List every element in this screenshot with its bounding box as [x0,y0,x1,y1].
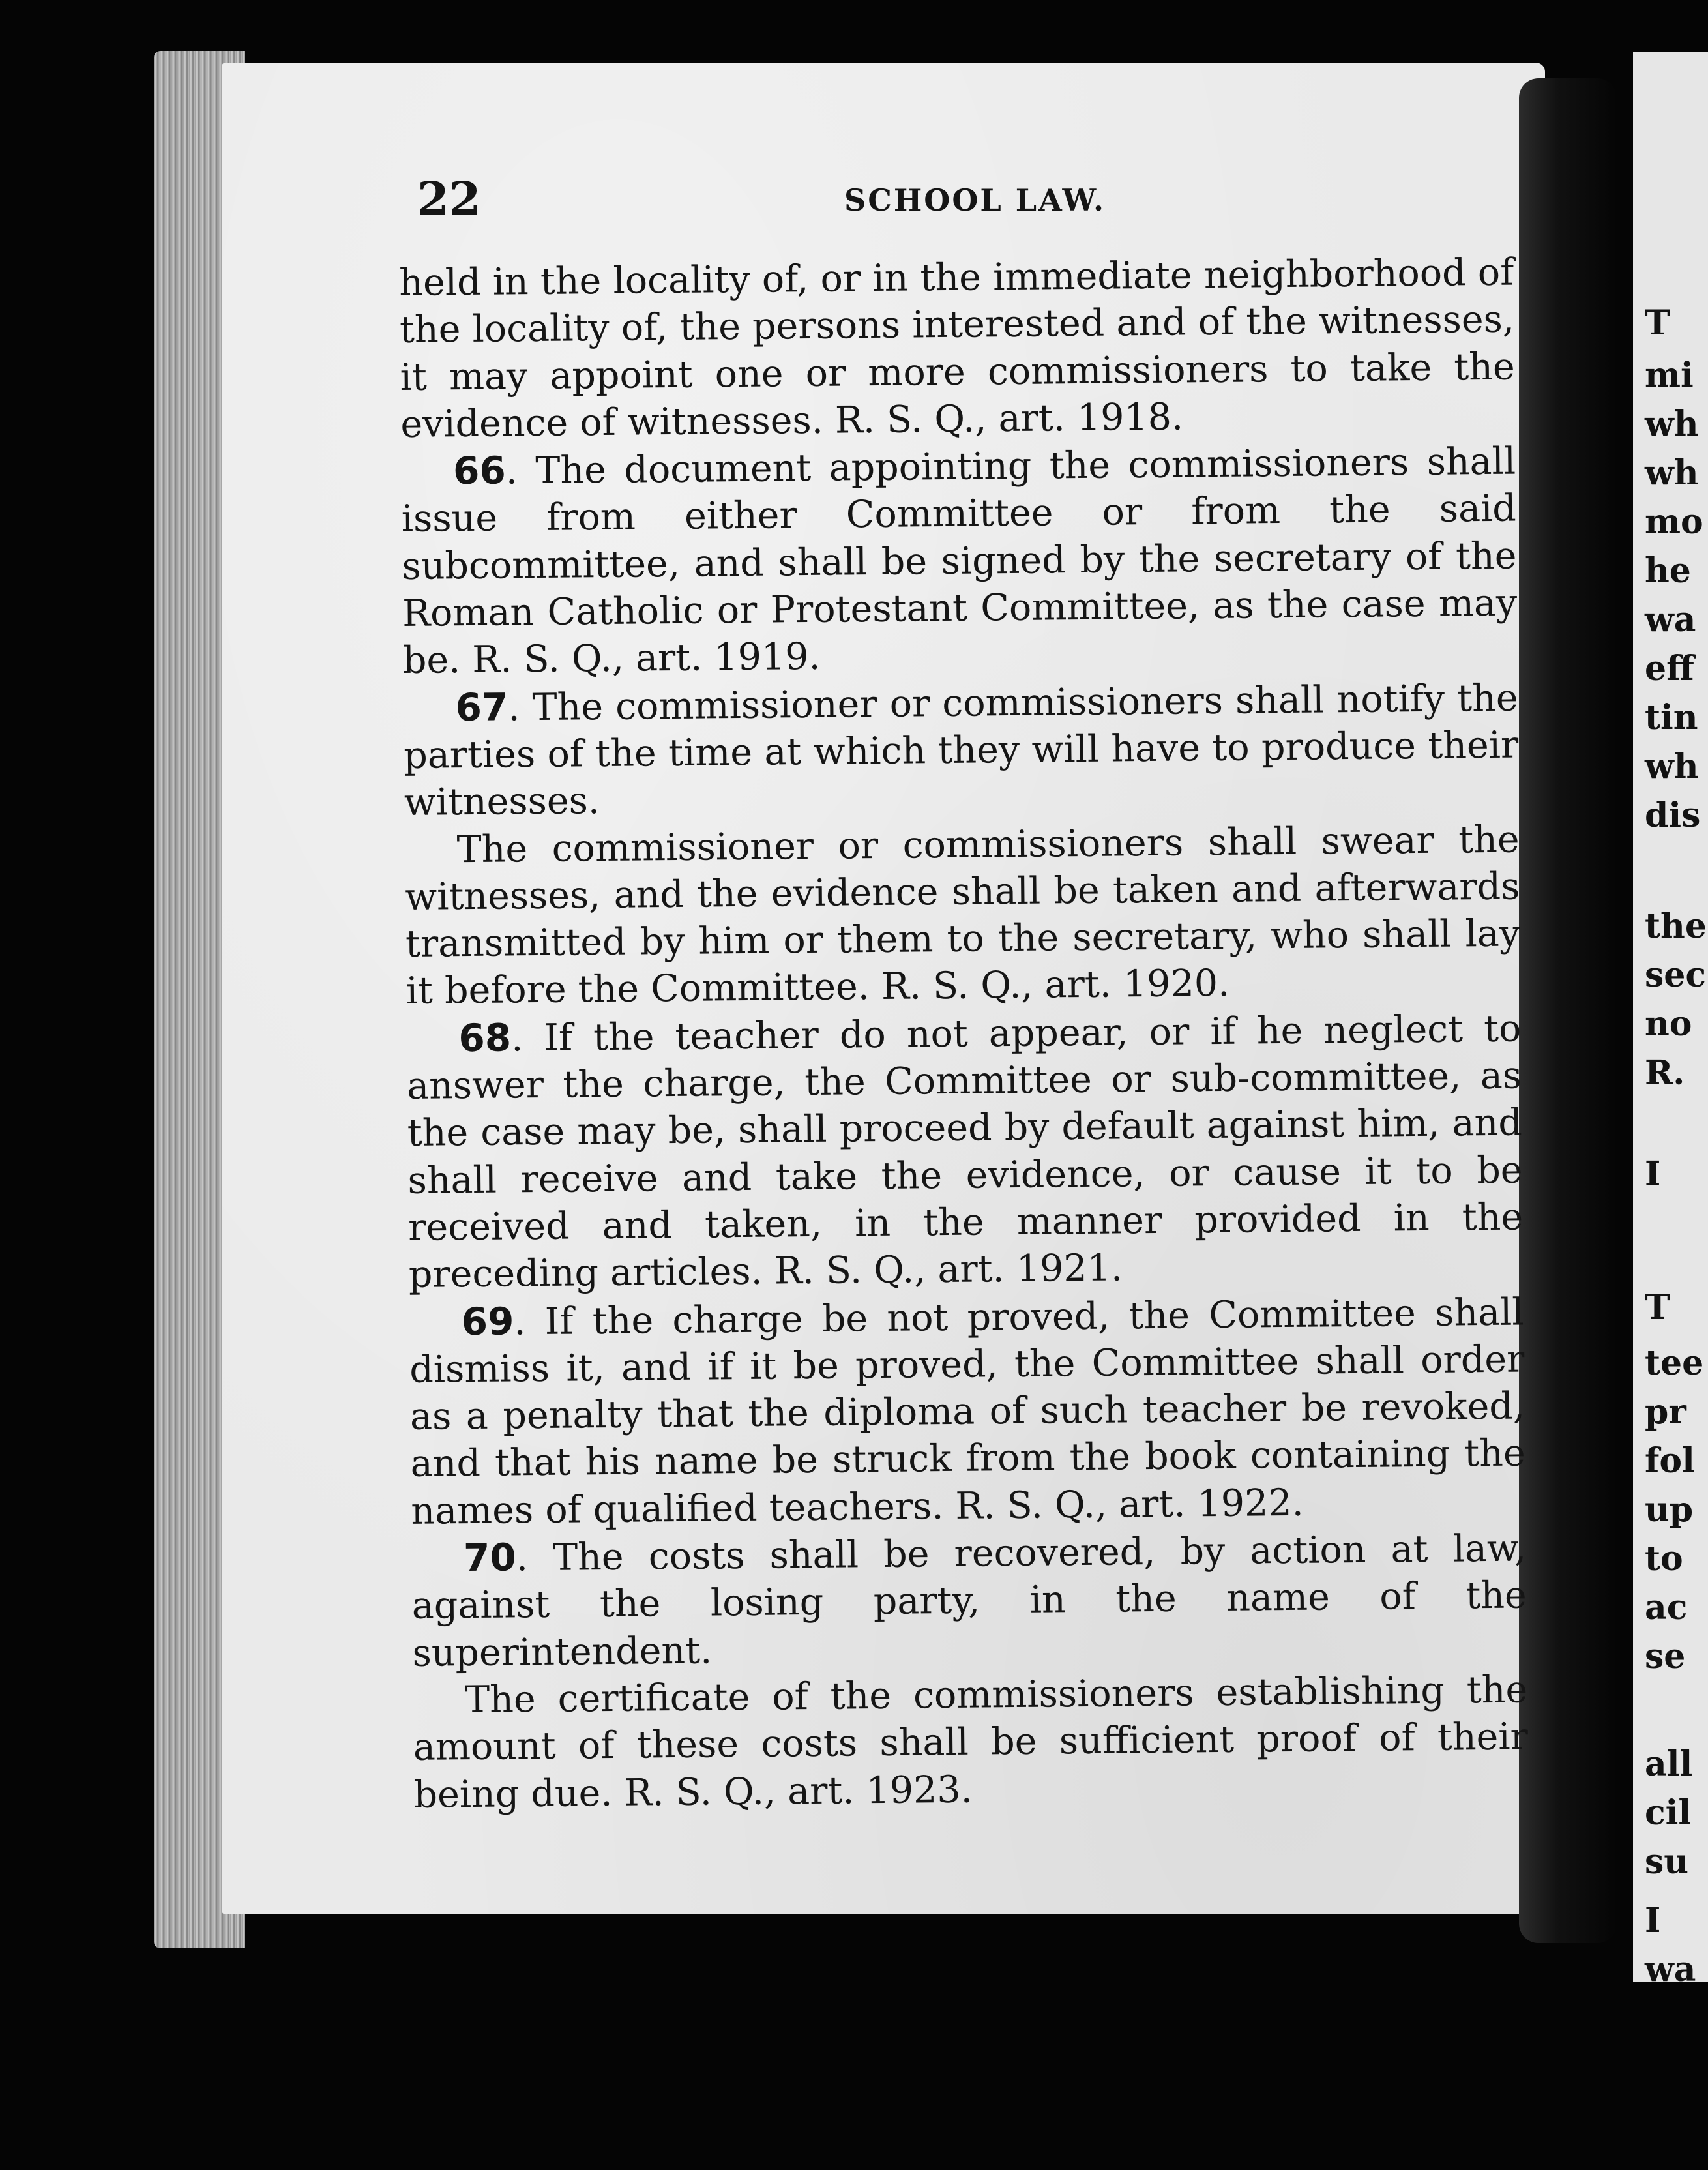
facing-page-fragment: wh [1645,747,1699,786]
facing-page-fragment: eff [1645,649,1694,689]
statute-reference: R. S. Q., art. 1919. [472,635,821,682]
facing-page-fragment: wh [1645,404,1699,444]
article-67: 67. The commissioner or commissioners shall notify the parties of the time at which they will have to produce their witnesses. [403,676,1519,825]
statute-reference: R. S. Q., art. 1923. [624,1768,973,1815]
facing-page-fragment: R. [1645,1053,1685,1093]
article-number: 70 [463,1535,517,1581]
facing-page-fragment: I [1645,1154,1661,1194]
article-number: 69 [461,1298,514,1344]
facing-page-fragment: sec [1645,955,1707,995]
facing-page-fragment: the [1645,906,1707,946]
facing-page-fragment: to [1645,1539,1683,1579]
paragraph-text: If the charge be not proved, the Committee shall dismiss it, and if it be proved, the Committee shall order as a penalty that the diploma of such teacher be revoked, and that his name be struck from the book containing the names of qualified teachers. [409,1290,1525,1533]
facing-page-fragment: mo [1645,502,1703,542]
statute-reference: R. S. Q., art. 1921. [774,1246,1123,1293]
facing-page-fragment: su [1645,1842,1689,1882]
facing-page-fragment: tee [1645,1343,1704,1383]
body-text [399,249,1529,1819]
page-header [417,171,1552,228]
facing-page-fragment: he [1645,551,1691,591]
paragraph-text: The certificate of the commissioners establishing the amount of these costs shall be sufficient proof of their being due. [413,1668,1529,1817]
paragraph-text: held in the locality of, or in the immediate neighborhood of the locality of, the persons interested and of the witnesses, it may appoint one or more commissioners to take the evidence of witnesses. [399,250,1515,446]
facing-page-fragment: pr [1645,1392,1686,1432]
facing-page-fragment: all [1645,1744,1693,1784]
statute-reference: R. S. Q., art. 1918. [834,395,1184,442]
article-70-second-paragraph [413,1666,1529,1818]
facing-page-fragment: up [1645,1490,1694,1530]
article-number: 66 [452,448,507,494]
facing-page-fragment: fol [1645,1441,1695,1481]
article-69: 69. If the charge be not proved, the Committee shall dismiss it, and if it be proved, the Committee shall order as a penalty that the diploma of such teacher be revoked, and that his name be struck from the book containing the names of qualified teachers. R. S. Q., art. 1922. [409,1290,1525,1533]
article-67-second-paragraph [404,816,1521,1015]
statute-reference: R. S. Q., art. 1922. [955,1481,1304,1528]
facing-page-fragment: mi [1645,355,1694,395]
facing-page-fragment: tin [1645,698,1698,737]
article-number: 67 [455,685,508,730]
facing-page-fragment: wa [1645,600,1696,640]
facing-page-fragment: ac [1645,1588,1688,1628]
facing-page-fragment: T [1645,1288,1670,1328]
facing-page-fragment: wh [1645,453,1699,493]
facing-page-fragment: dis [1645,795,1701,835]
paragraph-text: If the teacher do not appear, or if he neglect to answer the charge, the Committee or sub-committee, as the case may be, shall proceed by default against him, and shall receive and take the evidence, or cause it to be received and taken, in the manner provided in the preceding articles. [406,1007,1524,1297]
article-number: 68 [458,1015,512,1060]
facing-page-fragment: wa [1645,1950,1696,1982]
facing-page-fragment: no [1645,1004,1692,1044]
paragraph-text: The document appointing the commissioners shall issue from either Committee or from the said subcommittee, and shall be signed by the secretary of the Roman Catholic or Protestant Committee, as the case may be. [401,439,1518,683]
article-66: 66. The document appointing the commissioners shall issue from either Committee or from the said subcommittee, and shall be signed by the secretary of the Roman Catholic or Protestant Committee, as the case may be. R. S. Q., art. 1919. [401,439,1518,683]
statute-reference: R. S. Q., art. 1920. [881,962,1230,1009]
facing-page-fragment: se [1645,1637,1686,1676]
facing-page-fragment: T [1645,303,1670,343]
facing-page-fragment: I [1645,1901,1661,1940]
facing-page-fragment: cil [1645,1793,1692,1833]
book-gutter-shadow [1519,78,1617,1943]
paragraph-continuation [399,249,1516,449]
paragraph-text: The costs shall be recovered, by action at law, against the losing party, in the name of the superintendent. [411,1526,1527,1675]
paragraph-text: The commissioner or commissioners shall notify the parties of the time at which they will have to produce their witnesses. [403,676,1519,825]
paragraph-text: The commissioner or commissioners shall swear the witnesses, and the evidence shall be taken and afterwards transmitted by him or them to the secretary, who shall lay it before the Committee. [405,818,1521,1013]
facing-page-cropped [1633,52,1708,1982]
running-title: SCHOOL LAW. [844,183,1106,218]
page-number: 22 [417,171,481,226]
article-68: 68. If the teacher do not appear, or if he neglect to answer the charge, the Committee or sub-committee, as the case may be, shall proceed by default against him, and shall receive and take the evidence, or cause it to be received and taken, in the manner provided in the preceding articles. R. S. Q., art. 1921. [406,1007,1524,1297]
article-70: 70. The costs shall be recovered, by action at law, against the losing party, in the name of the superintendent. [411,1526,1527,1675]
